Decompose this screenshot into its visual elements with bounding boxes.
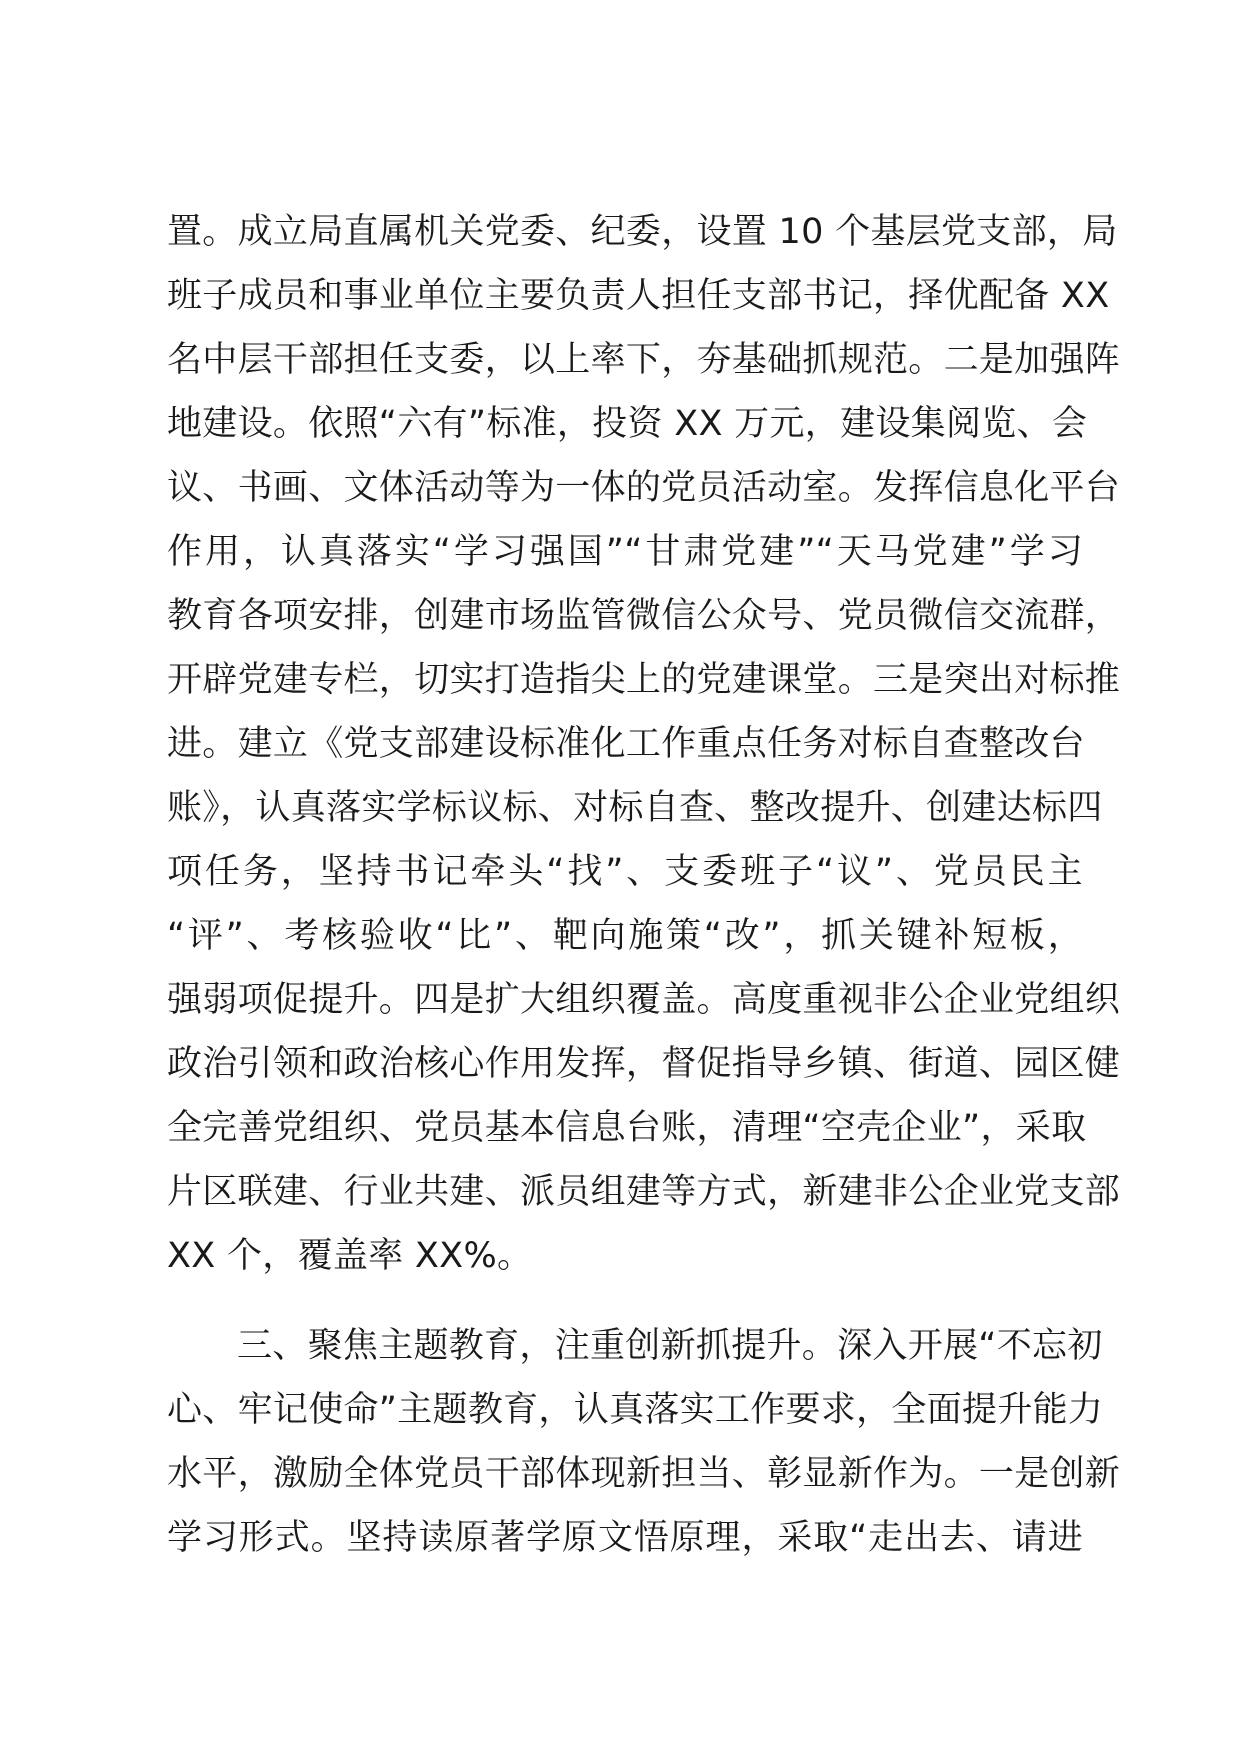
- text-line: 水平，激励全体党员干部体现新担当、彰显新作为。一是创新: [167, 1454, 1121, 1494]
- text-line: 议、书画、文体活动等为一体的党员活动室。发挥信息化平台: [167, 468, 1121, 508]
- text-line: 名中层干部担任支委，以上率下，夯基础抓规范。二是加强阵: [167, 340, 1121, 380]
- text-line: 进。建立《党支部建设标准化工作重点任务对标自查整改台: [167, 724, 1085, 764]
- text-line: 全完善党组织、党员基本信息台账，清理“空壳企业”，采取: [167, 1108, 1087, 1148]
- section-heading-line: 三、聚焦主题教育，注重创新抓提升。深入开展“不忘初: [237, 1326, 1103, 1366]
- text-line-last: XX 个，覆盖率 XX%。: [167, 1236, 533, 1276]
- text-line: 地建设。依照“六有”标准，投资 XX 万元，建设集阅览、会: [167, 404, 1088, 444]
- text-line: 教育各项安排，创建市场监管微信公众号、党员微信交流群，: [167, 596, 1121, 636]
- text-line: 账》，认真落实学标议标、对标自查、整改提升、创建达标四: [167, 788, 1103, 828]
- text-line: “评”、考核验收“比”、靶向施策“改”，抓关键补短板，: [167, 916, 1083, 956]
- text-line: 片区联建、行业共建、派员组建等方式，新建非公企业党支部: [167, 1172, 1121, 1212]
- text-line: 开辟党建专栏，切实打造指尖上的党建课堂。三是突出对标推: [167, 660, 1121, 700]
- text-line: 心、牢记使命”主题教育，认真落实工作要求，全面提升能力: [167, 1390, 1104, 1430]
- text-line: 置。成立局直属机关党委、纪委，设置 10 个基层党支部，局: [167, 212, 1118, 252]
- paragraph-theme-education: [167, 1314, 1121, 1570]
- text-line: 作用，认真落实“学习强国”“甘肃党建”“天马党建”学习: [167, 532, 1083, 572]
- text-line: 政治引领和政治核心作用发挥，督促指导乡镇、街道、园区健: [167, 1044, 1121, 1084]
- paragraph-party-building: [167, 200, 1121, 1288]
- text-line: 班子成员和事业单位主要负责人担任支部书记，择优配备 XX: [167, 276, 1110, 316]
- text-line: 项任务，坚持书记牵头“找”、支委班子“议”、党员民主: [167, 852, 1083, 892]
- text-line: 学习形式。坚持读原著学原文悟原理，采取“走出去、请进: [167, 1518, 1083, 1558]
- text-line: 强弱项促提升。四是扩大组织覆盖。高度重视非公企业党组织: [167, 980, 1121, 1020]
